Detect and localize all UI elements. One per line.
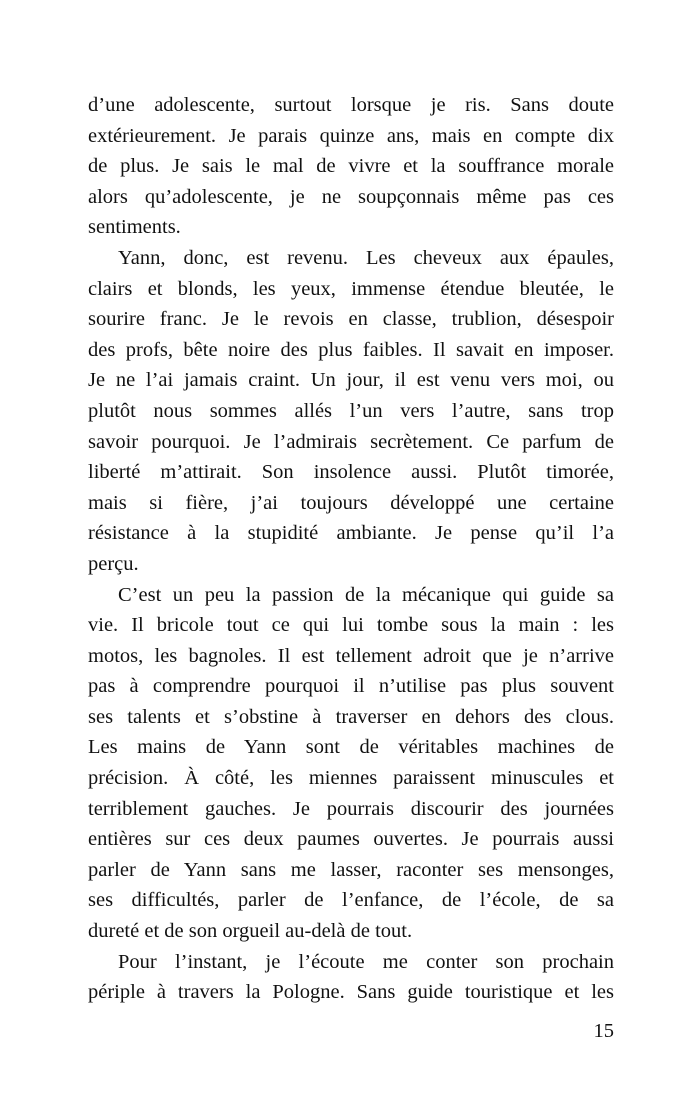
text-line: alors qu’adolescente, je ne soupçonnais même pas ces (88, 185, 614, 208)
text-line: entières sur ces deux paumes ouvertes. Je pourrais aussi (88, 828, 614, 851)
text-line: des profs, bête noire des plus faibles. Il savait en imposer. (88, 338, 614, 361)
text-line: vie. Il bricole tout ce qui lui tombe sous la main : les (88, 614, 614, 637)
text-line: résistance à la stupidité ambiante. Je pense qu’il l’a (88, 522, 614, 545)
paragraph (88, 947, 614, 1008)
text-line: motos, les bagnoles. Il est tellement adroit que je n’arrive (88, 644, 614, 667)
body-text (88, 90, 614, 1008)
text-line: clairs et blonds, les yeux, immense étendue bleutée, le (88, 277, 614, 300)
paragraph (88, 580, 614, 947)
text-line: Yann, donc, est revenu. Les cheveux aux épaules, (118, 246, 614, 269)
text-line: plutôt nous sommes allés l’un vers l’autre, sans trop (88, 399, 614, 422)
text-line: mais si fière, j’ai toujours développé une certaine (88, 491, 614, 514)
text-line: extérieurement. Je parais quinze ans, mais en compte dix (88, 124, 614, 147)
text-line: pas à comprendre pourquoi il n’utilise pas plus souvent (88, 675, 614, 698)
text-line: sentiments. (88, 216, 181, 239)
text-line: précision. À côté, les miennes paraissent minuscules et (88, 767, 614, 790)
text-line: Les mains de Yann sont de véritables machines de (88, 736, 614, 759)
text-line: savoir pourquoi. Je l’admirais secrètement. Ce parfum de (88, 430, 614, 453)
text-line: parler de Yann sans me lasser, raconter ses mensonges, (88, 858, 614, 881)
paragraph (88, 90, 614, 243)
text-line: liberté m’attirait. Son insolence aussi. Plutôt timorée, (88, 461, 614, 484)
text-line: C’est un peu la passion de la mécanique qui guide sa (118, 583, 614, 606)
text-line: Pour l’instant, je l’écoute me conter son prochain (118, 950, 614, 973)
paragraph (88, 243, 614, 580)
text-line: ses difficultés, parler de l’enfance, de l’école, de sa (88, 889, 614, 912)
text-line: de plus. Je sais le mal de vivre et la souffrance morale (88, 155, 614, 178)
text-line: périple à travers la Pologne. Sans guide touristique et les (88, 981, 614, 1004)
page-number: 15 (593, 1020, 614, 1042)
text-line: sourire franc. Je le revois en classe, trublion, désespoir (88, 308, 614, 331)
text-line: Je ne l’ai jamais craint. Un jour, il est venu vers moi, ou (88, 369, 614, 392)
text-line: perçu. (88, 552, 139, 575)
text-line: ses talents et s’obstine à traverser en dehors des clous. (88, 705, 614, 728)
text-line: d’une adolescente, surtout lorsque je ris. Sans doute (88, 94, 614, 116)
text-line: dureté et de son orgueil au-delà de tout. (88, 920, 413, 943)
text-line: terriblement gauches. Je pourrais discourir des journées (88, 797, 614, 820)
